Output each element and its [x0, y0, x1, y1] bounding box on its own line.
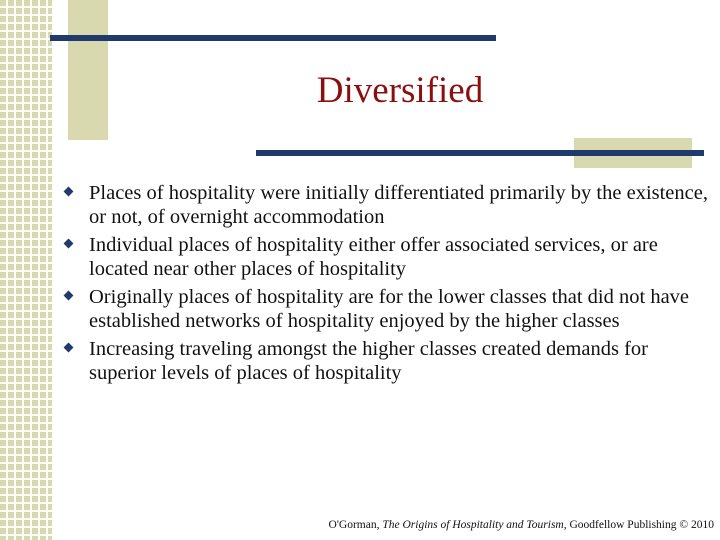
bullet-list: [60, 181, 708, 389]
bullet-item: [60, 233, 708, 281]
diamond-bullet-icon: [64, 343, 74, 353]
bullet-item: [60, 337, 708, 385]
bullet-text: Originally places of hospitality are for the lower classes that did not have established networks of hospitality enjoyed by the higher classes: [89, 286, 690, 332]
footer-book-title: The Origins of Hospitality and Tourism: [382, 519, 564, 531]
footer-publisher: , Goodfellow Publishing © 2010: [563, 519, 714, 531]
slide-title: Diversified: [316, 70, 484, 111]
decorative-top-line: [50, 35, 496, 41]
bullet-item: [60, 181, 708, 229]
bullet-text: Increasing traveling amongst the higher classes created demands for superior levels of places of hospitality: [89, 338, 648, 384]
footer-author: O'Gorman,: [328, 519, 383, 531]
footer-citation: [300, 519, 714, 531]
decorative-grid-strip: [0, 0, 52, 540]
decorative-top-block: [68, 0, 108, 140]
diamond-bullet-icon: [64, 239, 74, 249]
bullet-text: Individual places of hospitality either offer associated services, or are located near other places of hospitality: [89, 234, 658, 280]
diamond-bullet-icon: [64, 187, 74, 197]
bullet-item: [60, 285, 708, 333]
diamond-bullet-icon: [64, 291, 74, 301]
bullet-text: Places of hospitality were initially differentiated primarily by the existence, or not, of overnight accommodation: [89, 182, 708, 228]
decorative-bottom-line: [256, 150, 704, 156]
